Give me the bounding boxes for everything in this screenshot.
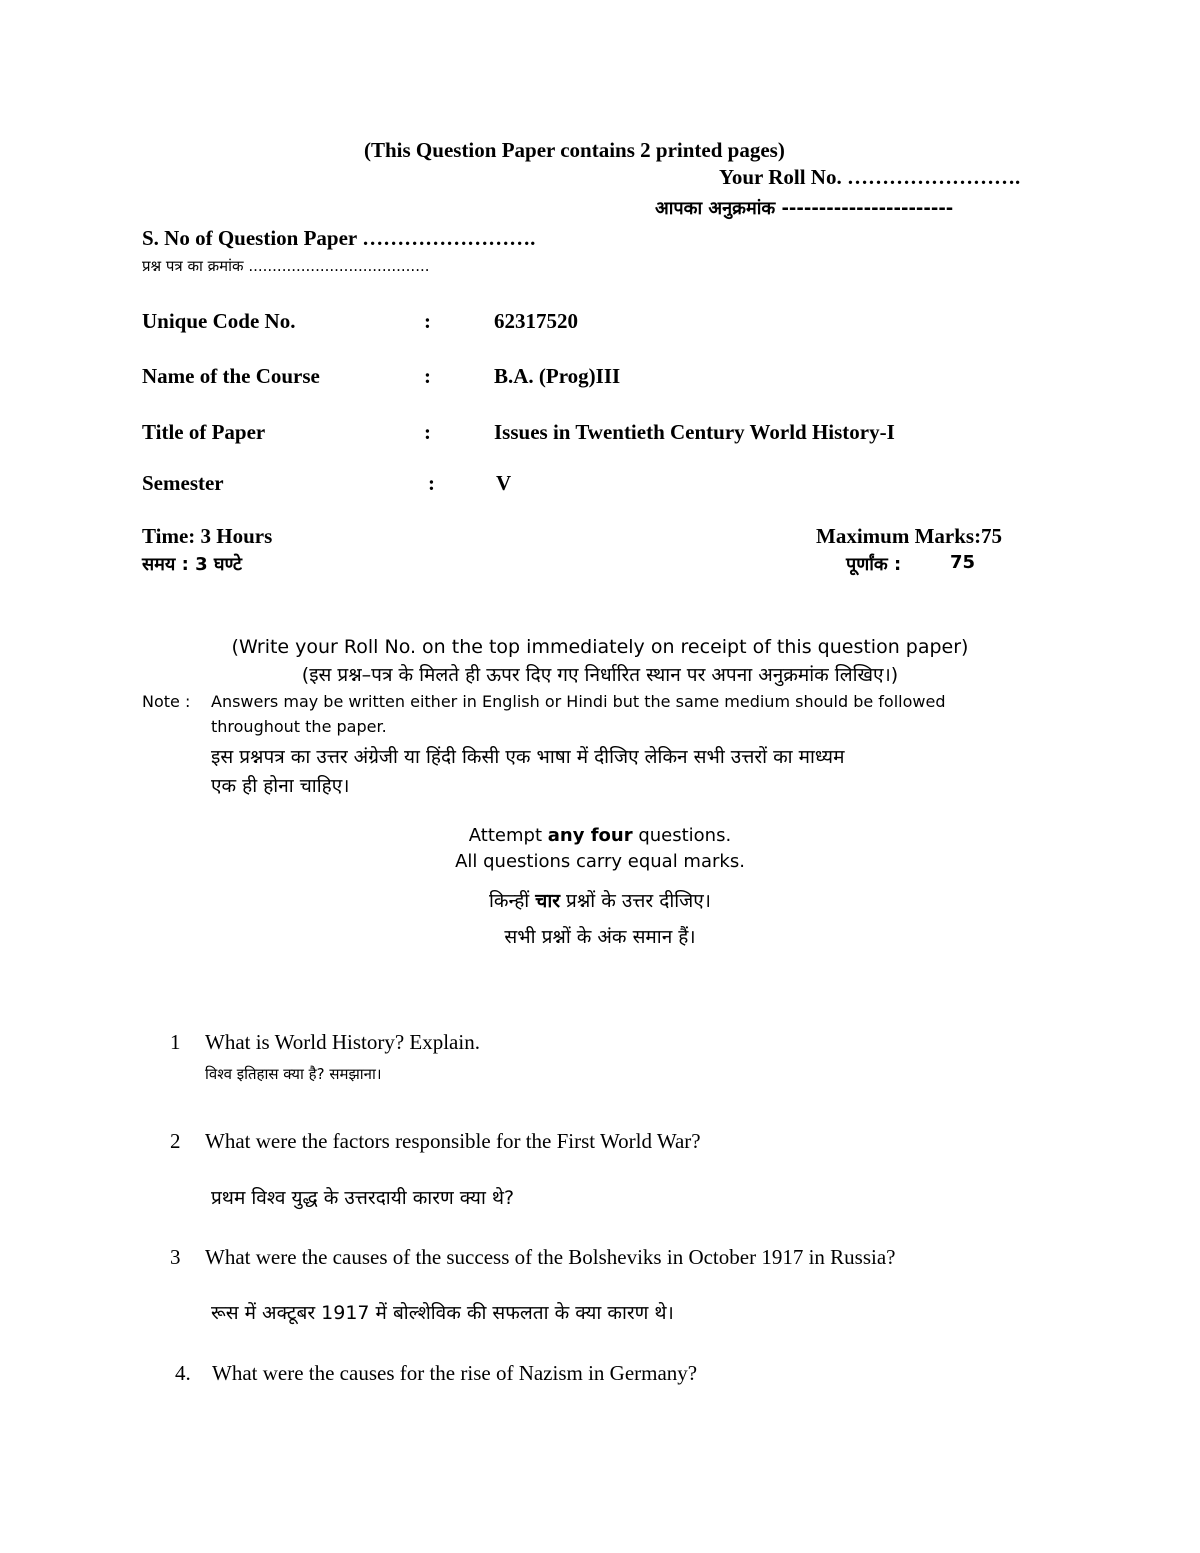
attempt-hi-bold: चार [535, 890, 561, 912]
field-value-semester: V [496, 471, 512, 495]
time-hindi: समय : 3 घण्टे [142, 554, 242, 575]
attempt-instruction [0, 825, 1200, 846]
attempt-bold: any four [547, 825, 633, 846]
question-number: 1 [170, 1030, 181, 1054]
field-label-semester: Semester [142, 471, 224, 495]
equal-marks-hindi: सभी प्रश्नों के अंक समान हैं। [504, 926, 696, 948]
roll-no-label: Your Roll No. ……………………. [719, 165, 1021, 189]
field-label-unique-code: Unique Code No. [142, 309, 296, 333]
attempt-hi-pre: किन्हीं [489, 890, 536, 912]
attempt-post: questions. [632, 825, 732, 846]
note-label: Note : [142, 692, 191, 711]
field-value-title: Issues in Twentieth Century World History-I [494, 420, 895, 444]
question-number: 3 [170, 1245, 181, 1269]
attempt-hi-post: प्रश्नों के उत्तर दीजिए। [560, 890, 711, 912]
question-number: 4. [175, 1361, 191, 1385]
field-colon: : [428, 471, 435, 495]
question-text: What were the causes of the success of the Bolsheviks in October 1917 in Russia? [205, 1245, 896, 1269]
field-value-course: B.A. (Prog)III [494, 364, 621, 388]
max-marks: Maximum Marks:75 [816, 524, 1003, 548]
field-label-title: Title of Paper [142, 420, 266, 444]
field-colon: : [424, 364, 431, 388]
equal-marks: All questions carry equal marks. [455, 851, 745, 872]
serial-no-hindi: प्रश्न पत्र का क्रमांक ...................................... [142, 257, 430, 275]
field-label-course: Name of the Course [142, 364, 320, 388]
roll-instruction-hindi: (इस प्रश्न–पत्र के मिलते ही ऊपर दिए गए निर्धारित स्थान पर अपना अनुक्रमांक लिखिए।) [301, 664, 899, 686]
question-text-hindi: प्रथम विश्व युद्ध के उत्तरदायी कारण क्या थे? [211, 1187, 515, 1209]
field-colon: : [424, 309, 431, 333]
attempt-instruction-hindi [0, 887, 1200, 913]
field-colon: : [424, 420, 431, 444]
question-number: 2 [170, 1129, 181, 1153]
serial-no-label: S. No of Question Paper ……………………. [142, 226, 536, 250]
question-text: What is World History? Explain. [205, 1030, 480, 1054]
max-marks-hindi-value: 75 [950, 552, 976, 573]
note-english-line-2: throughout the paper. [211, 717, 387, 736]
note-hindi-line-1: इस प्रश्नपत्र का उत्तर अंग्रेजी या हिंदी किसी एक भाषा में दीजिए लेकिन सभी उत्तरों का माध्यम [211, 746, 845, 768]
attempt-pre: Attempt [468, 825, 548, 846]
question-text: What were the causes for the rise of Nazism in Germany? [212, 1361, 698, 1385]
time-label: Time: 3 Hours [142, 524, 273, 548]
field-value-unique-code: 62317520 [494, 309, 578, 333]
max-marks-hindi: पूर्णांक : [846, 554, 902, 575]
pages-note: (This Question Paper contains 2 printed pages) [364, 138, 785, 162]
question-text: What were the factors responsible for the First World War? [205, 1129, 701, 1153]
note-hindi-line-2: एक ही होना चाहिए। [211, 775, 350, 797]
roll-no-hindi: आपका अनुक्रमांक ----------------------- [655, 198, 954, 219]
roll-instruction: (Write your Roll No. on the top immediately on receipt of this question paper) [231, 636, 969, 658]
question-text-hindi: रूस में अक्टूबर 1917 में बोल्शेविक की सफलता के क्या कारण थे। [211, 1302, 674, 1324]
question-text-hindi: विश्व इतिहास क्या है? समझाना। [205, 1065, 382, 1083]
note-english-line-1: Answers may be written either in English or Hindi but the same medium should be followed [211, 692, 946, 711]
